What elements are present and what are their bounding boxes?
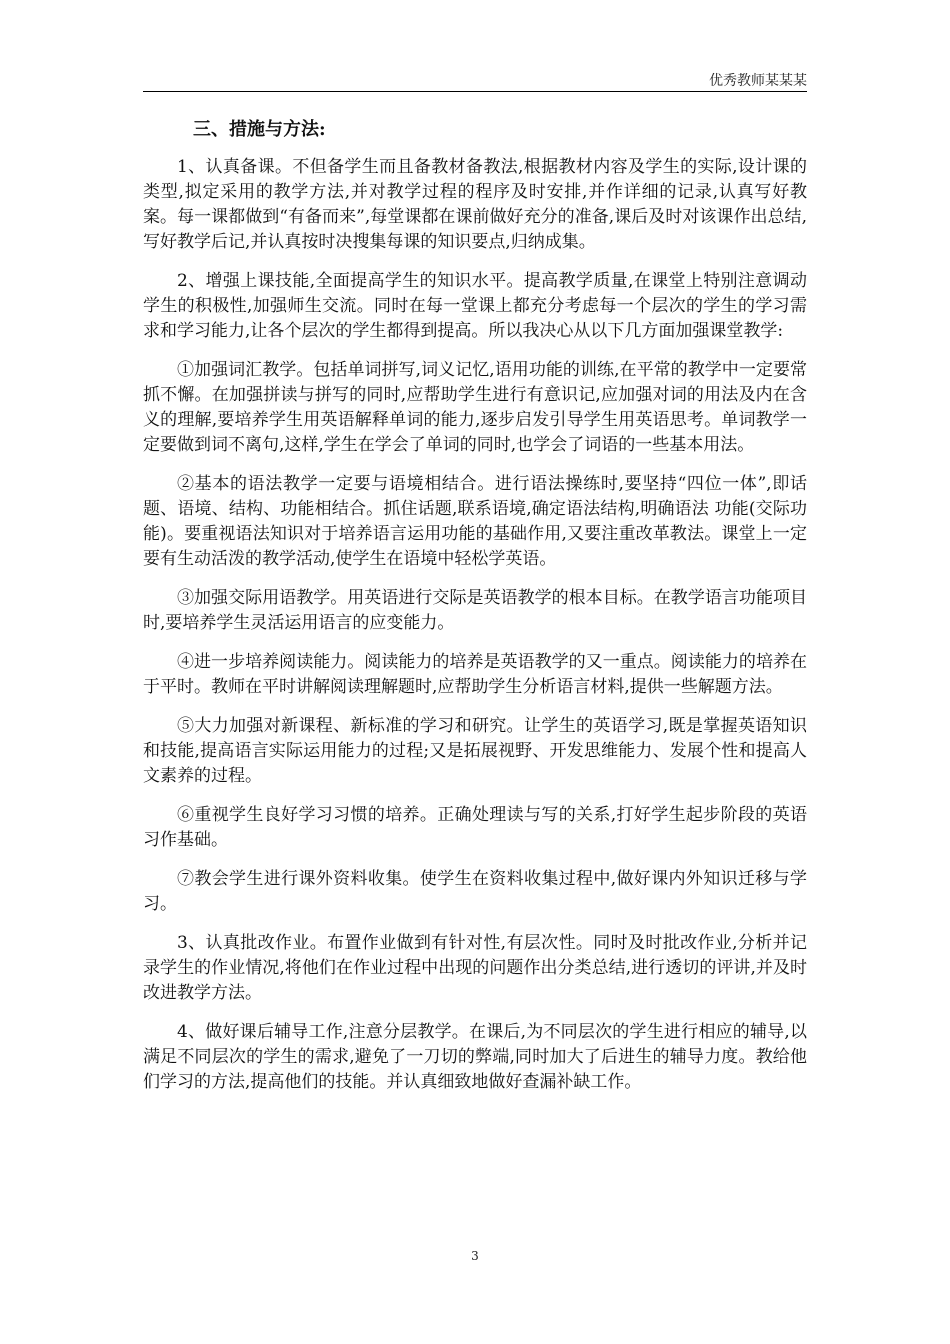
paragraph-8: ⑥重视学生良好学习习惯的培养。正确处理读与写的关系,打好学生起步阶段的英语习作基础。: [143, 805, 807, 850]
section-title: 三、措施与方法:: [193, 119, 326, 140]
page-number: 3: [471, 1249, 479, 1263]
paragraph-4: ②基本的语法教学一定要与语境相结合。进行语法操练时,要坚持“四位一体”,即话题、语境、结构、功能相结合。抓住话题,联系语境,确定语法结构,明确语法 功能(交际功能)。要重视语法知识对于培养语言运用功能的基础作用,又要注重改革教法。课堂上一定要有生动活泼的教学活动,使学生在语境中轻松学英语。: [143, 474, 807, 569]
paragraph-6: ④进一步培养阅读能力。阅读能力的培养是英语教学的又一重点。阅读能力的培养在于平时。教师在平时讲解阅读理解题时,应帮助学生分析语言材料,提供一些解题方法。: [143, 652, 807, 697]
page-header: 优秀教师某某某: [709, 73, 807, 89]
paragraph-5: ③加强交际用语教学。用英语进行交际是英语教学的根本目标。在教学语言功能项目时,要培养学生灵活运用语言的应变能力。: [143, 588, 807, 633]
header-divider: [143, 91, 807, 92]
paragraph-9: ⑦教会学生进行课外资料收集。使学生在资料收集过程中,做好课内外知识迁移与学习。: [143, 869, 807, 914]
paragraph-1: 1、认真备课。不但备学生而且备教材备教法,根据教材内容及学生的实际,设计课的类型,拟定采用的教学方法,并对教学过程的程序及时安排,并作详细的记录,认真写好教案。每一课都做到“有备而来”,每堂课都在课前做好充分的准备,课后及时对该课作出总结,写好教学后记,并认真按时决搜集每课的知识要点,归纳成集。: [143, 157, 807, 252]
paragraph-7: ⑤大力加强对新课程、新标准的学习和研究。让学生的英语学习,既是掌握英语知识和技能,提高语言实际运用能力的过程;又是拓展视野、开发思维能力、发展个性和提高人文素养的过程。: [143, 716, 807, 786]
paragraph-2: 2、增强上课技能,全面提高学生的知识水平。提高教学质量,在课堂上特别注意调动学生的积极性,加强师生交流。同时在每一堂课上都充分考虑每一个层次的学生的学习需求和学习能力,让各个层次的学生都得到提高。所以我决心从以下几方面加强课堂教学:: [143, 271, 807, 341]
paragraph-10: 3、认真批改作业。布置作业做到有针对性,有层次性。同时及时批改作业,分析并记录学生的作业情况,将他们在作业过程中出现的问题作出分类总结,进行透切的评讲,并及时改进教学方法。: [143, 933, 807, 1003]
paragraph-11: 4、做好课后辅导工作,注意分层教学。在课后,为不同层次的学生进行相应的辅导,以满足不同层次的学生的需求,避免了一刀切的弊端,同时加大了后进生的辅导力度。教给他们学习的方法,提高他们的技能。并认真细致地做好查漏补缺工作。: [143, 1022, 807, 1092]
document-body: [143, 115, 807, 1109]
paragraph-3: ①加强词汇教学。包括单词拼写,词义记忆,语用功能的训练,在平常的教学中一定要常抓不懈。在加强拼读与拼写的同时,应帮助学生进行有意识记,应加强对词的用法及内在含义的理解,要培养学生用英语解释单词的能力,逐步启发引导学生用英语思考。单词教学一定要做到词不离句,这样,学生在学会了单词的同时,也学会了词语的一些基本用法。: [143, 360, 807, 455]
